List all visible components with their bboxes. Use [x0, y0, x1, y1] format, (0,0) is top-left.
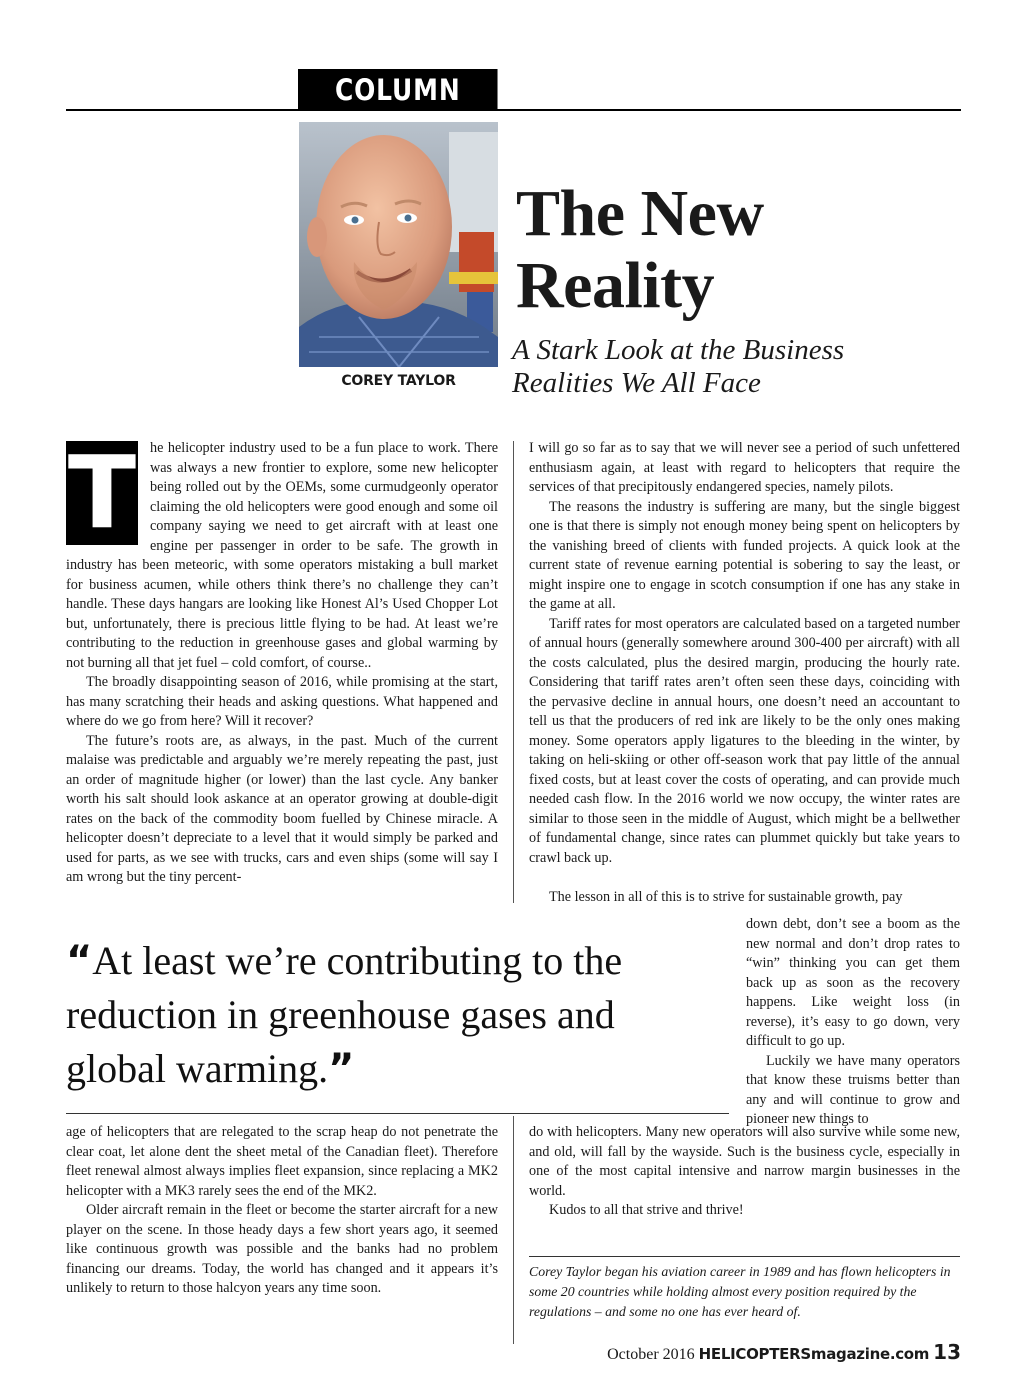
- title-line-1: The New: [516, 177, 764, 250]
- article-subtitle: [512, 334, 952, 400]
- bio-rule: [529, 1256, 960, 1257]
- pull-quote: [66, 934, 716, 1096]
- body-paragraph: The reasons the industry is suffering are many, but the single biggest one is that there is simply not enough money being spent on helicopters by the vanishing breed of clients with funded projects. A quick look at the current state of revenue earning potential is sobering to say the least, or might inspire one to engage in scotch consumption if one has any stake in the game at all.: [529, 498, 960, 612]
- body-column-right-bottom: [529, 1123, 960, 1221]
- column-divider: [513, 1116, 514, 1344]
- header-rule: [66, 109, 961, 111]
- body-paragraph: Older aircraft remain in the fleet or become the starter aircraft for a new player on the scene. In those heady days a few short years ago, it seemed like continuous growth was possible and the banks had no problem financing our dreams. Today, the world has changed and it appears it’s unlikely to return to those halcyon years any time soon.: [66, 1202, 498, 1296]
- page-number: 13: [933, 1340, 961, 1364]
- body-column-left-bottom: [66, 1123, 498, 1299]
- body-paragraph: Kudos to all that strive and thrive!: [549, 1202, 744, 1218]
- author-photo: [299, 122, 498, 367]
- page-footer: [607, 1340, 961, 1364]
- subtitle-line-2: Realities We All Face: [512, 367, 761, 399]
- section-tag: COLUMN: [298, 69, 498, 111]
- body-paragraph: The lesson in all of this is to strive for sustainable growth, pay: [549, 889, 903, 905]
- magazine-url: HELICOPTERSmagazine.com: [698, 1345, 930, 1363]
- pull-quote-text: At least we’re contributing to the reduction in greenhouse gases and global warming.: [66, 938, 623, 1091]
- body-column-right-top: [529, 439, 960, 868]
- body-paragraph: The broadly disappointing season of 2016, while promising at the start, has many scratching their heads and asking questions. What happened and where do we go from here? Will it recover?: [66, 674, 498, 729]
- subtitle-line-1: A Stark Look at the Business: [512, 334, 845, 366]
- issue-date: October 2016: [607, 1346, 695, 1363]
- body-paragraph: Luckily we have many operators that know these truisms better than any and will continue to grow and pioneer new things to: [746, 1052, 960, 1127]
- title-line-2: Reality: [516, 249, 715, 322]
- body-column-left-top: [66, 434, 498, 888]
- body-paragraph: do with helicopters. Many new operators will also survive while some new, and old, will fall by the wayside. Such is the business cycle, especially in one of the most capital intensive and narrow margin businesses in the world.: [529, 1124, 960, 1199]
- body-column-right-narrow: [746, 915, 960, 1130]
- author-portrait-image: [299, 122, 498, 367]
- pull-quote-rule: [66, 1113, 729, 1114]
- body-paragraph: he helicopter industry used to be a fun place to work. There was always a new frontier to explore, some new helicopter being rolled out by the OEMs, some curmudgeonly operator claiming the old helicopters were good enough and some oil company saying we need to get aircraft with at least one engine per passenger in order to be safe. The growth in industry has been meteoric, with some operators mistaking a bull market for business acumen, while others think there’s no challenge they can’t handle. These days hangars are looking like Honest Al’s Used Chopper Lot but, unfortunately, there is precious little flying to be had. At least we’re contributing to the reduction in greenhouse gases and global warming by not burning all that jet fuel – cold comfort, of course..: [66, 440, 498, 671]
- body-paragraph: The future’s roots are, as always, in the past. Much of the current malaise was predictable and arguably we’re merely repeating the past, just an order of magnitude higher (or lower) than the last cycle. Any banker worth his salt should look askance at an operator growing at double-digit rates on the back of the commodity boom fuelled by Chinese miracle. A helicopter doesn’t depreciate to a level that it would simply be parked and used for parts, as we see with trucks, cars and even ships (some will say I am wrong but the tiny percent-: [66, 732, 498, 885]
- author-name: COREY TAYLOR: [341, 373, 456, 389]
- body-paragraph: age of helicopters that are relegated to the scrap heap do not penetrate the clear coat, let alone dent the sheet metal of the Canadian fleet). Therefore fleet renewal almost always implies fleet expansion, since replacing a MK2 helicopter with a MK3 rarely sees the end of the MK2.: [66, 1124, 498, 1199]
- drop-cap: T: [67, 434, 137, 551]
- body-paragraph: Tariff rates for most operators are calculated based on a targeted number of annual hours (generally somewhere around 300-400 per aircraft) with all the costs calculated, plus the desired margin, producing the hourly rate. Considering that tariff rates aren’t often seen these days, coinciding with the pervasive decline in annual hours, one doesn’t need an accountant to tell us that the producers of red ink are likely to be the only ones making money. Some operators apply ligatures to the bleeding in the winter, by taking on heli-skiing or other off-season work that pay little of the annual fixed costs, but at least cover the costs of operating, and can provide much needed cash flow. In the 2016 world we now occupy, the winter rates are similar to those seen in the middle of August, which might be a bellwether of fundamental change, since rates can plummet quickly but take years to crawl back up.: [529, 615, 960, 866]
- author-bio: Corey Taylor began his aviation career in 1989 and has flown helicopters in some 20 countries while holding almost every position required by the regulations – and some no one has ever heard of.: [529, 1264, 951, 1319]
- open-quote-mark: “: [66, 938, 93, 984]
- close-quote-mark: ”: [328, 1046, 355, 1092]
- body-paragraph-lead: [529, 888, 960, 908]
- body-paragraph: I will go so far as to say that we will never see a period of such unfettered enthusiasm again, at least with regard to helicopters that require the services of that precipitously endangered species, namely pilots.: [529, 440, 960, 495]
- column-divider: [513, 441, 514, 903]
- article-title: [516, 178, 956, 322]
- body-paragraph: down debt, don’t see a boom as the new normal and don’t drop rates to “win” thinking you can get them back up as soon as the recovery happens. Like weight loss (in reverse), it’s easy to go down, very difficult to go up.: [746, 916, 960, 1049]
